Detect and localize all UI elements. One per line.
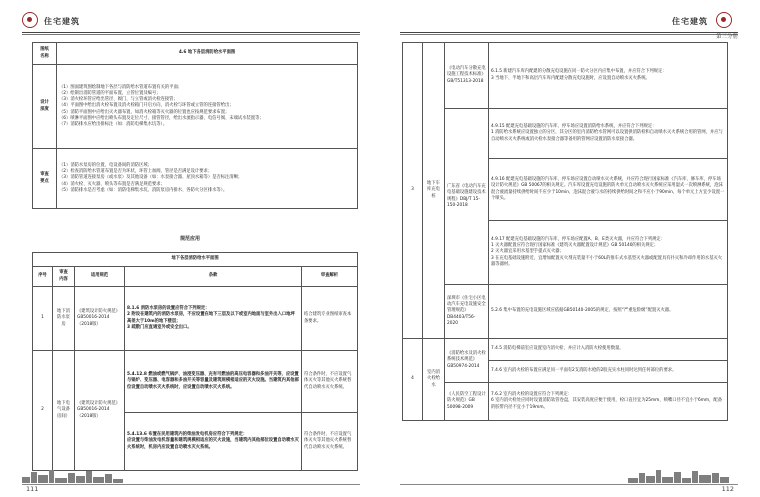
list-item: （3）消火栓环管应给出管径、阀门、与立管或消火栓连接管； (59, 97, 178, 103)
clause-text: 7.4.5 消防电梯前室应设置室内消火栓，并应计入消防火栓使用数量。 (489, 339, 728, 361)
list-item: （3）消防管道连接泵房（或水泵）及其他设备（如：水泵接合器、屋顶水箱等）是否标注清晰； (59, 175, 243, 181)
applicable-spec: 广东省《电动汽车充电基础设施建设技术规程》DBJ/T 15-150-2018 (445, 109, 489, 285)
clause-text: 5.4.13.6 布置在民用建筑内的柴油发电机房应符合下列规定： 应设置与柴油发电机容量和建筑规模相适应的灭火设施，当建筑内其他部位设置自动喷水灭火系统时，机房内应设置自动喷水灭火系统。 (125, 413, 302, 471)
review-content: 地下消防水泵房 (53, 287, 75, 351)
right-footer-rule (400, 484, 738, 485)
applicable-spec: 《建筑设计防火规范》GB50016-2014（2018版） (75, 287, 125, 351)
right-header-rule (400, 32, 738, 33)
left-header-rule (22, 32, 360, 33)
skyline-decoration (22, 469, 132, 483)
clause-analysis: 符合条件时，不应设置气体灭火等其他灭火系统替代自动喷水灭火系统。 (302, 413, 358, 471)
drawing-title-header: 4.6 地下各层消防给水平面图 (57, 43, 358, 65)
list-item: （5）消防排水是否考虑（如：消防电梯集水坑、消防泵房内排水、各防火分区排水等）。 (59, 187, 228, 193)
review-points-list (57, 149, 358, 209)
review-content: 地下车库充电桩 (423, 43, 445, 339)
clause-text: 7.6.2 室内消火栓的设置应符合下列规定： 6 室内消火栓处应同时设置消防软管卷盘，其安装高度应便于使用，栓口直径宜为25mm，喷嘴口径不宜小于6mm，配备的胶带内径不宜小于19mm。 (489, 383, 728, 421)
list-item: （4）平面图中给出消火栓布置及消火栓箱门开启方向，消火栓与环管或立管的连接管给出； (59, 103, 234, 109)
applicable-spec: 《人民防空工程设计防火规范》GB 50098-2009 (445, 383, 489, 421)
row-number: 3 (403, 43, 423, 339)
right-page-number: 112 (721, 485, 734, 493)
row-number: 4 (403, 339, 423, 421)
list-item: （2）绘制出消防管道的平面布置，立管位置及编号； (59, 90, 161, 96)
clause-text: 4.9.17 配建充电基础设施的汽车库，停车场应配置A、B、E类灭火器，并应符合下列规定： 1 灭火器配置应符合现行国家标准《建筑灭火器配置设计规范》GB 50140的相关规定； 2 灭火器宜采用水基型手提式灭火器； 3 在充电基础设施附近，宜增加配置灭火剂充装量不小于60L的推车式水基型灭火器或配置具有扑灭和冷却作用的水基灭火器等器材。 (489, 221, 728, 285)
list-item: （1）图面建筑图绘制地下各层与消防给水管道布置有关的平面； (59, 84, 183, 90)
left-header-rule-thin (22, 34, 360, 35)
design-depth-list (57, 65, 358, 149)
review-content: 地下电气设备房间） (53, 351, 75, 471)
spec-application-table-continued (402, 42, 728, 421)
list-item: （2）检查消防给水管道布置是否为环状，环管上加阀，管径是否满足设计要求； (59, 169, 213, 175)
design-depth-label: 设计 深度 (33, 65, 57, 149)
drawing-name-header: 图纸 名称 (33, 43, 57, 65)
spec-table-title: 地下各层消防给水平面图 (33, 253, 358, 267)
clause-text: 8.1.6 消防水泵房的设置应符合下列规定： 2 附设在建筑内的消防水泵房，不应设置在地下三层及以下或室内地面与室外出入口地坪高差大于10m的地下楼层； 3 疏散门应直通室外或安全出口。 (125, 287, 302, 351)
row-number: 2 (33, 351, 53, 471)
left-header (0, 10, 380, 30)
spec-application-table (32, 252, 358, 471)
right-header (380, 10, 760, 30)
col-header-spec: 适用规范 (75, 267, 125, 287)
spec-application-heading: 规范应用 (179, 236, 200, 242)
list-item: （6）喷淋平面图中应给出喷头布置及定位尺寸、接管管径，给出水流指示器、电信号阀、末端试水装置等； (59, 115, 264, 121)
volume-label: 第三分册 (715, 34, 738, 40)
clause-text: 4.9.15 配建充电基础设施的汽车库、停车场应设置消防给水系统，并应符合下列规定： 1 消防给水系统应设置独立的分区，其分区的室内消防给水管网可以设置供消防栓和自动喷水灭火系统合用的管网，并应与自动喷水灭火系统或消火栓水泵接合器等备用的管网应设置消防水泵接合器。 (489, 109, 728, 159)
clause-text: 7.4.6 室内消火栓的布置应满足同一平面有2支消防水枪的2股充实水柱同时达到任何部位的要求。 (489, 361, 728, 383)
clause-text: 6.1.5 新建汽车库内配建的分散充电设施在同一防火分区内应集中布置，并应符合下列规定： 3 当地下、半地下和高层汽车库内配建分散充电设施时，应设置自动喷水灭火系统。 (489, 43, 728, 109)
left-footer-rule (22, 484, 360, 485)
col-header-analysis: 审查解析 (302, 267, 358, 287)
col-header-clause: 条款 (125, 267, 302, 287)
left-header-title: 住宅建筑 (44, 17, 80, 26)
review-content: 室内消火栓给水 (423, 339, 445, 421)
list-item: （5）消防平面图中应给出灭火器布置，如消火栓箱等灭火器的位置也应按规范要求布置； (59, 109, 230, 115)
clause-text: 5.2.6 集中布置的充电设施区域应依据GB50140-2005的规定，按照“严重危险级”配置灭火器。 (489, 285, 728, 339)
applicable-spec: 《电动汽车分散充电设施工程技术标准》GB/T51313-2018 (445, 43, 489, 109)
right-page (380, 0, 760, 497)
applicable-spec: 《消防给水及消火栓系统技术规范》GB50974-2014 (445, 339, 489, 383)
clause-text: 4.9.16 配建充电基础设施的汽车库、停车场应设置自动喷水灭火系统，并应符合现行国家标准《汽车库、修车库、停车场设计防火规范》GB 50067的相关规定。汽车库设置充电设施的防火单元自动喷水灭火系统应采用湿式一次喷淋系统，泡沫混合液流量持续供给时间不应少于10min，泡沫混合液与水的持续供给时间之和不应小于90min，每个单元上方宜少设置一个喷头。 (489, 159, 728, 221)
drawing-requirements-table (32, 42, 358, 209)
col-header-no: 序号 (33, 267, 53, 287)
applicable-spec: 深圳市《住宅小区电动汽车充电设施安全管理规范》DB4403/T56-2020 (445, 285, 489, 339)
row-number: 1 (33, 287, 53, 351)
skyline-decoration (628, 469, 738, 483)
left-page-number: 111 (26, 485, 39, 493)
col-header-content: 审查 内容 (53, 267, 75, 287)
clause-analysis: 结合建筑专业图纸审查本条要求。 (302, 287, 358, 351)
clause-text: 5.4.12.8 燃油或燃气锅炉、油浸变压器、充有可燃油的高压电容器和多油开关等，应设置与锅炉、变压器、电容器和多油开关等容量及建筑规模相适应的灭火设施。当建筑内其他部位设置自动喷水灭火系统时，应设置自动喷水灭火系统。 (125, 351, 302, 413)
review-points-label: 审查 要点 (33, 149, 57, 209)
clause-analysis: 符合条件时，不应设置气体灭火等其他灭火系统替代自动喷水灭火系统。 (302, 351, 358, 413)
right-header-title: 住宅建筑 (672, 17, 708, 26)
list-item: （7）消防排水应给出排标注（如：消防电梯集水坑等）。 (59, 122, 168, 128)
list-item: （1）消防水泵房的位置，电设备间的消防区域； (59, 162, 152, 168)
applicable-spec: 《建筑设计防火规范》GB50016-2014（2018版） (75, 351, 125, 471)
list-item: （4）消火栓、灭火器、喷头等布置是否满足规范要求； (59, 181, 165, 187)
right-header-rule-thin (400, 34, 738, 35)
emblem-icon (716, 12, 732, 28)
emblem-icon (22, 12, 38, 28)
